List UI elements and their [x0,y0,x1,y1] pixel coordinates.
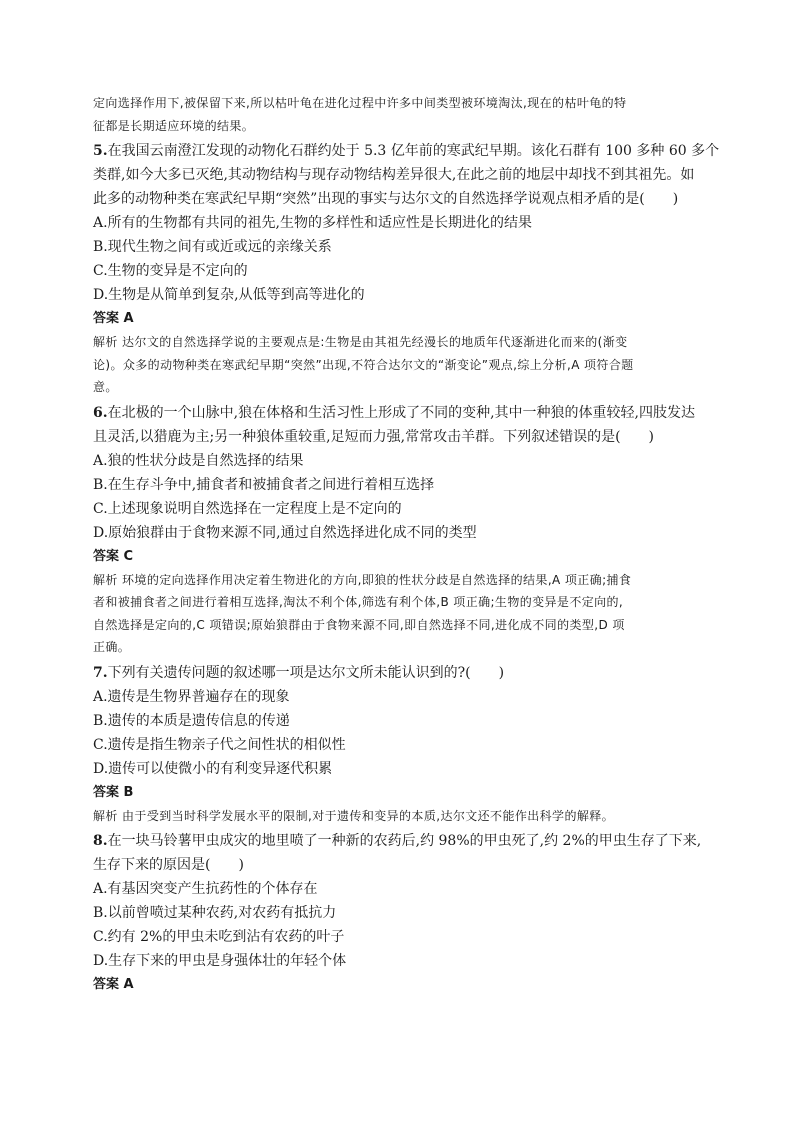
analysis-line: 解析 由于受到当时科学发展水平的限制,对于遗传和变异的本质,达尔文还不能作出科学的解释。 [93,808,615,823]
question-stem-line: 类群,如今大多已灭绝,其动物结构与现存动物结构差异很大,在此之前的地层中却找不到其祖先。如 [93,167,695,183]
question-stem-line: 5.在我国云南澄江发现的动物化石群约处于 5.3 亿年前的寒武纪早期。该化石群有 100 多种 60 多个 [93,143,720,159]
option-c: C.约有 2%的甲虫未吃到沾有农药的叶子 [93,929,345,945]
analysis-line: 解析 环境的定向选择作用决定着生物进化的方向,即狼的性状分歧是自然选择的结果,A 项正确;捕食 [93,572,632,587]
option-b: B.遗传的本质是遗传信息的传递 [93,712,290,729]
question-number: 7. [93,664,108,681]
question-5 [93,139,720,399]
question-6 [93,401,703,659]
question-stem-line: 此多的动物种类在寒武纪早期“突然”出现的事实与达尔文的自然选择学说观点相矛盾的是( ) [93,191,679,207]
analysis-line: 正确。 [93,640,131,654]
analysis-line: 论)。众多的动物种类在寒武纪早期“突然”出现,不符合达尔文的“渐变论”观点,综上分析,A 项符合题 [93,357,634,372]
option-d: D.生物是从简单到复杂,从低等到高等进化的 [93,287,365,303]
question-number: 8. [93,833,108,849]
option-b: B.在生存斗争中,捕食者和被捕食者之间进行着相互选择 [93,476,435,493]
answer: 答案 B [93,784,134,800]
analysis-line: 者和被捕食者之间进行着相互选择,淘汰不利个体,筛选有利个体,B 项正确;生物的变异是不定向的, [93,595,624,609]
analysis-line: 定向选择作用下,被保留下来,所以枯叶龟在进化过程中许多中间类型被环境淘汰,现在的枯叶龟的特 [93,96,627,110]
question-stem-line: 8.在一块马铃薯甲虫成灾的地里喷了一种新的农药后,约 98%的甲虫死了,约 2%的甲虫生存了下来, [93,833,702,849]
option-a: A.狼的性状分歧是自然选择的结果 [93,452,304,469]
question-stem-line: 生存下来的原因是( ) [93,857,244,873]
option-d: D.原始狼群由于食物来源不同,通过自然选择进化成不同的类型 [93,524,477,541]
option-b: B.现代生物之间有或近或远的亲缘关系 [93,239,332,255]
option-c: C.生物的变异是不定向的 [93,263,248,279]
option-c: C.上述现象说明自然选择在一定程度上是不定向的 [93,500,402,517]
option-a: A.所有的生物都有共同的祖先,生物的多样性和适应性是长期进化的结果 [93,215,533,231]
document-page [93,92,720,997]
answer: 答案 C [93,548,134,564]
analysis-line: 自然选择是定向的,C 项错误;原始狼群由于食物来源不同,即自然选择不同,进化成不同的类型,D 项 [93,617,625,632]
question-stem-line: 6.在北极的一个山脉中,狼在体格和生活习性上形成了不同的变种,其中一种狼的体重较轻,四肢发达 [93,404,695,421]
question-number: 5. [93,143,108,159]
answer: 答案 A [93,311,134,326]
question-8 [93,829,703,997]
prev-analysis [93,92,703,137]
question-number: 6. [93,404,108,421]
option-b: B.以前曾喷过某种农药,对农药有抵抗力 [93,905,337,921]
option-d: D.遗传可以使微小的有利变异逐代积累 [93,760,333,777]
analysis-line: 征都是长期适应环境的结果。 [93,118,255,133]
question-7 [93,661,703,828]
answer: 答案 A [93,977,134,992]
option-a: A.有基因突变产生抗药性的个体存在 [93,881,318,897]
question-stem-line: 且灵活,以猎鹿为主;另一种狼体重较重,足短而力强,常常攻击羊群。下列叙述错误的是( ) [93,428,654,445]
analysis-line: 解析 达尔文的自然选择学说的主要观点是:生物是由其祖先经漫长的地质年代逐渐进化而来的(渐变 [93,335,628,349]
analysis-line: 意。 [93,380,118,394]
option-a: A.遗传是生物界普遍存在的现象 [93,688,290,705]
option-d: D.生存下来的甲虫是身强体壮的年轻个体 [93,953,347,969]
option-c: C.遗传是指生物亲子代之间性状的相似性 [93,736,346,753]
question-stem-line: 7.下列有关遗传问题的叙述哪一项是达尔文所未能认识到的?( ) [93,664,505,681]
